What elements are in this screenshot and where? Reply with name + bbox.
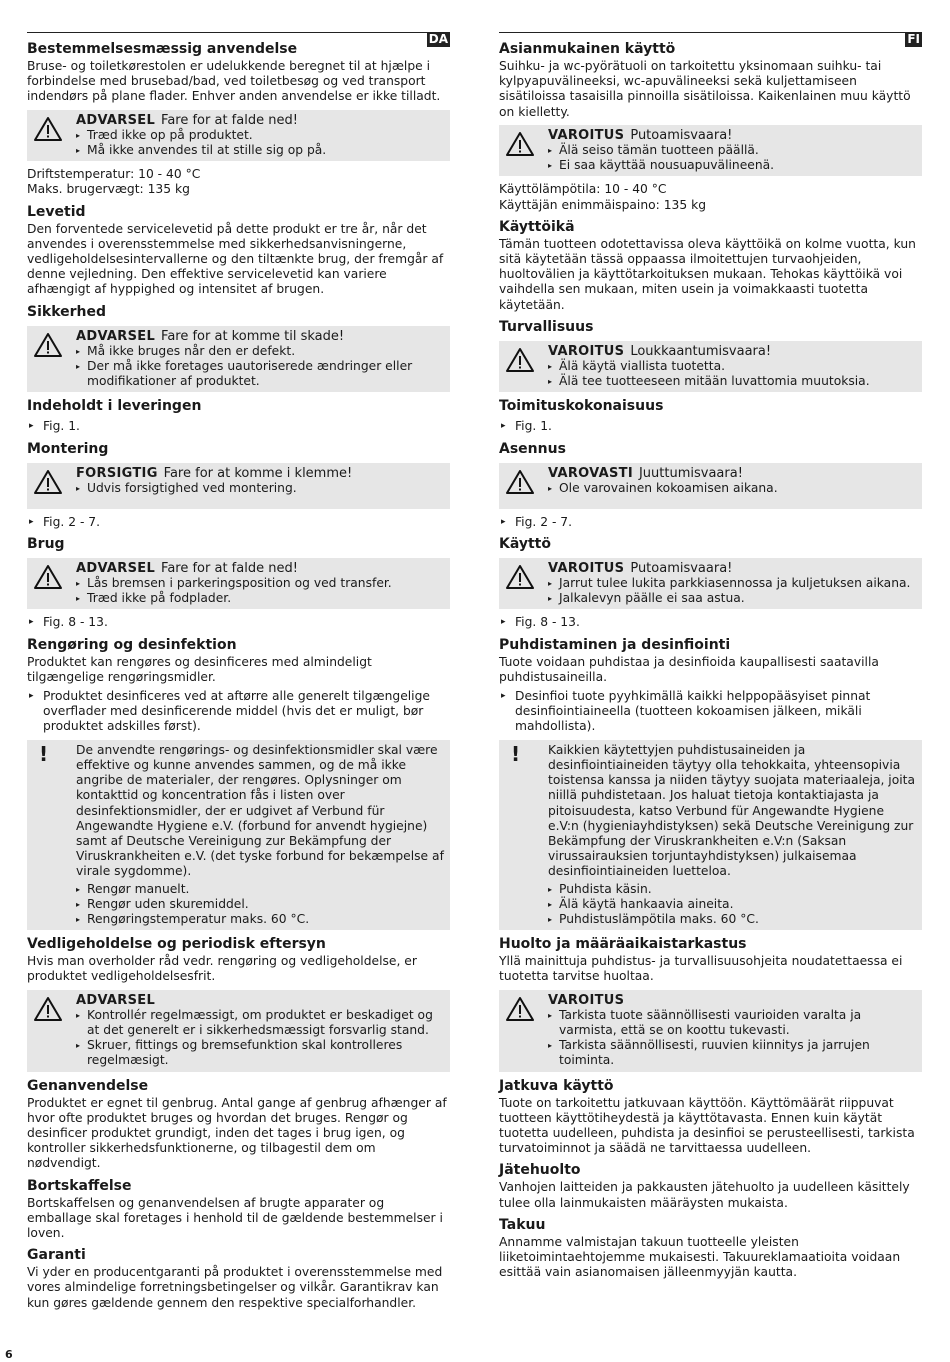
warning-triangle-icon xyxy=(505,469,535,495)
note-item: ▸ Älä käytä hankaavia aineita. xyxy=(548,897,916,912)
warning-heading: VAROITUS xyxy=(548,343,625,359)
note-item: ▸ Puhdistuslämpötila maks. 60 °C. xyxy=(548,912,916,927)
warning-subheading: Juuttumisvaara! xyxy=(638,465,743,481)
warning-heading: ADVARSEL xyxy=(76,112,156,128)
danish-column xyxy=(27,32,450,1313)
list-item: ▸ Produktet desinficeres ved at aftørre alle generelt tilgængelige overflader med desinficerende middel (hvis det er muligt, bør produktet adskilles først). xyxy=(27,689,450,735)
exclamation-icon: ! xyxy=(39,741,49,766)
warning-subheading: Fare for at komme til skade! xyxy=(161,328,345,344)
section-title: Käyttöikä xyxy=(499,218,575,235)
paragraph: Suihku- ja wc-pyörätuoli on tarkoitettu yksinomaan suihku- tai kylpyapuvälineeksi, wc-apuvälineeksi sekä kuljettamiseen sisätiloissa tasaisilla pinnoilla sisätiloissa. Kaikenlainen muu käyttö on kielletty. xyxy=(499,59,911,119)
paragraph: Yllä mainittuja puhdistus- ja turvallisuusohjeita noudatettaessa ei tuotetta tarvitse huoltaa. xyxy=(499,954,903,984)
paragraph: Bortskaffelsen og genanvendelsen af brugte apparater og emballage skal foretages i henhold til de gældende bestemmelser i loven. xyxy=(27,1195,443,1240)
warning-item: ▸ Må ikke bruges når den er defekt. xyxy=(76,344,444,359)
section-title: Jätehuolto xyxy=(499,1162,581,1179)
warning-subheading: Fare for at falde ned! xyxy=(161,112,298,128)
section-title: Sikkerhed xyxy=(27,303,107,320)
warning-item: ▸ Træd ikke op på produktet. xyxy=(76,128,444,143)
paragraph: Vi yder en producentgaranti på produktet i overensstemmelse med vores almindelige forretningsbetingelser og vilkår. Garantikrav kan kun gøres gældende gennem den respektive specialforhandler. xyxy=(27,1265,443,1310)
paragraph: Tuote voidaan puhdistaa ja desinfioida kaupallisesti saatavilla puhdistusaineilla. xyxy=(499,654,879,684)
note-item: ▸ Rengøringstemperatur maks. 60 °C. xyxy=(76,912,444,927)
warning-item: ▸ Lås bremsen i parkeringsposition og ved transfer. xyxy=(76,576,444,591)
list-item: ▸ Fig. 2 - 7. xyxy=(27,515,450,530)
section-title: Bortskaffelse xyxy=(27,1177,132,1194)
warning-item: ▸ Älä käytä viallista tuotetta. xyxy=(548,359,916,374)
section-title: Levetid xyxy=(27,203,86,220)
section-title: Vedligeholdelse og periodisk eftersyn xyxy=(27,936,326,953)
note-text: Kaikkien käytettyjen puhdistusaineiden ja desinfiointiaineiden täytyy olla tehokkaita, yhteensopivia toistensa kanssa ja niiden täytyy suojata materiaaleja, joita niillä puhdistetaan. Jos haluat tietoja kontaktiajasta ja pitoisuudesta, katso Verbund für Angewandte Hygiene e.V:n (hygieniayhdistyksen) sekä Deutsche Vereinigung zur Bekämpfung der Viruskrankheiten e.V:n (Saksan virussairauksien torjuntayhdistyksen) julkaisemaa desinfiointiaineiden luetteloa. xyxy=(548,742,916,879)
warning-item: ▸ Älä seiso tämän tuotteen päällä. xyxy=(548,143,916,158)
note-box xyxy=(27,740,450,930)
warning-heading: VAROVASTI xyxy=(548,465,633,481)
warning-subheading: Fare for at falde ned! xyxy=(161,560,298,576)
warning-triangle-icon xyxy=(33,564,63,590)
list-item: ▸ Fig. 1. xyxy=(27,419,450,434)
warning-triangle-icon xyxy=(33,996,63,1022)
paragraph: Tuote on tarkoitettu jatkuvaan käyttöön. Käyttömäärät riippuvat tuotteen käyttötiheydestä ja käyttötavasta. Ennen kuin käytät tuotetta uudelleen, puhdista ja desinfioi se perusteellisesti, tarkista turvatoiminnot ja säädä ne tarvittaessa uudelleen. xyxy=(499,1095,915,1156)
warning-heading: FORSIGTIG xyxy=(76,465,158,481)
section-title: Puhdistaminen ja desinfiointi xyxy=(499,636,731,653)
warning-triangle-icon xyxy=(33,332,63,358)
warning-item: ▸ Jarrut tulee lukita parkkiasennossa ja kuljetuksen aikana. xyxy=(548,576,916,591)
paragraph: Hvis man overholder råd vedr. rengøring og vedligeholdelse, er produktet vedligeholdelsesfrit. xyxy=(27,954,417,984)
warning-triangle-icon xyxy=(505,131,535,157)
caution-box xyxy=(27,463,450,509)
operating-temperature: Driftstemperatur: 10 - 40 °C xyxy=(27,167,201,182)
warning-item: ▸ Ei saa käyttää nousuapuvälineenä. xyxy=(548,158,916,173)
list-item: ▸ Fig. 8 - 13. xyxy=(27,615,450,630)
section-title: Asennus xyxy=(499,440,566,457)
list-item: ▸ Fig. 2 - 7. xyxy=(499,515,922,530)
warning-item: ▸ Træd ikke på fodplader. xyxy=(76,591,444,606)
header-rule xyxy=(27,32,450,46)
warning-triangle-icon xyxy=(505,564,535,590)
warning-box xyxy=(27,990,450,1072)
caution-box xyxy=(499,463,922,509)
warning-triangle-icon xyxy=(505,347,535,373)
operating-temperature: Käyttölämpötila: 10 - 40 °C xyxy=(499,182,667,197)
section-title: Indeholdt i leveringen xyxy=(27,398,202,415)
section-title: Rengøring og desinfektion xyxy=(27,636,237,653)
section-title: Brug xyxy=(27,535,65,552)
section-title: Jatkuva käyttö xyxy=(499,1077,614,1094)
warning-item: ▸ Må ikke anvendes til at stille sig op på. xyxy=(76,143,444,158)
warning-heading: ADVARSEL xyxy=(76,560,156,576)
finnish-column xyxy=(499,32,922,1282)
warning-subheading: Putoamisvaara! xyxy=(630,127,733,143)
note-item: ▸ Puhdista käsin. xyxy=(548,882,916,897)
warning-item: ▸ Älä tee tuotteeseen mitään luvattomia muutoksia. xyxy=(548,374,916,389)
page-number: 6 xyxy=(5,1348,13,1361)
max-user-weight: Käyttäjän enimmäispaino: 135 kg xyxy=(499,197,707,212)
warning-box xyxy=(499,341,922,393)
warning-triangle-icon xyxy=(33,116,63,142)
section-title: Garanti xyxy=(27,1247,86,1264)
section-title: Käyttö xyxy=(499,535,551,552)
section-title: Toimituskokonaisuus xyxy=(499,398,664,415)
warning-item: ▸ Tarkista tuote säännöllisesti vaurioiden varalta ja varmista, että se on koottu tukevasti. xyxy=(548,1008,916,1038)
section-title: Huolto ja määräaikaistarkastus xyxy=(499,936,747,953)
warning-item: ▸ Der må ikke foretages uautoriserede ændringer eller modifikationer af produktet. xyxy=(76,359,444,389)
warning-subheading: Loukkaantumisvaara! xyxy=(630,343,772,359)
note-text: De anvendte rengørings- og desinfektionsmidler skal være effektive og kunne anvendes sammen, og de må ikke angribe de materialer, der rengøres. Oplysninger om kontakttid og koncentration fås i listen over desinfektionsmidler, der er udgivet af Verbund für Angewandte Hygiene e.V. (forbund for anvendt hygiejne) samt af Deutsche Vereinigung zur Bekämpfung der Viruskrankheiten e.V. (det tyske forbund for bekæmpelse af virale sygdomme). xyxy=(76,742,444,879)
paragraph: Produktet er egnet til genbrug. Antal gange af genbrug afhænger af hvor ofte produktet bruges og hvordan det bruges. Rengør og desinficer produktet grundigt, inden det tages i brug igen, og kontroller sikkerhedsfunktionerne, og tilbagestil dem om nødvendigt. xyxy=(27,1095,447,1171)
paragraph: Den forventede servicelevetid på dette produkt er tre år, når det anvendes i overensstemmelse med sikkerhedsanvisningerne, vedligeholdelsesintervallerne og den tiltænkte brug, der fremgår af denne vejledning. Den effektive servicelevetid kan variere afhængigt af hyppighed og intensitet af brugen. xyxy=(27,221,444,297)
warning-heading: ADVARSEL xyxy=(76,992,156,1008)
section-title: Bestemmelsesmæssig anvendelse xyxy=(27,41,298,57)
paragraph: Vanhojen laitteiden ja pakkausten jätehuolto ja uudelleen käsittely tulee olla lainmukaisten määräysten mukaista. xyxy=(499,1180,910,1210)
section-title: Turvallisuus xyxy=(499,318,594,335)
warning-box xyxy=(499,125,922,177)
paragraph: Tämän tuotteen odotettavissa oleva käyttöikä on kolme vuotta, kun sitä käytetään tässä oppaassa ilmoitettujen turvaohjeiden, huoltovälien ja käyttötarkoituksen mukaan. Tehokas käyttöikä voi vaihdella sen mukaan, miten usein ja voimakkaasti tuotetta käytetään. xyxy=(499,236,916,312)
warning-item: ▸ Udvis forsigtighed ved montering. xyxy=(76,481,444,496)
paragraph: Annamme valmistajan takuun tuotteelle yleisten liiketoimintaehtojemme mukaisesti. Takuureklamaatioita voidaan esittää vain asianomaisen jälleenmyyjän kautta. xyxy=(499,1234,901,1280)
note-box xyxy=(499,740,922,930)
list-item: ▸ Fig. 1. xyxy=(499,419,922,434)
warning-item: ▸ Skruer, fittings og bremsefunktion skal kontrolleres regelmæsigt. xyxy=(76,1038,444,1068)
warning-heading: VAROITUS xyxy=(548,560,625,576)
warning-item: ▸ Kontrollér regelmæssigt, om produktet er beskadiget og at det generelt er i sikkerhedsmæssigt forsvarlig stand. xyxy=(76,1008,444,1038)
language-badge: DA xyxy=(428,32,448,46)
warning-box xyxy=(27,558,450,610)
section-title: Montering xyxy=(27,440,109,457)
warning-box xyxy=(27,110,450,162)
max-user-weight: Maks. brugervægt: 135 kg xyxy=(27,182,190,197)
note-item: ▸ Rengør manuelt. xyxy=(76,882,444,897)
warning-triangle-icon xyxy=(33,469,63,495)
note-item: ▸ Rengør uden skuremiddel. xyxy=(76,897,444,912)
warning-triangle-icon xyxy=(505,996,535,1022)
warning-subheading: Putoamisvaara! xyxy=(630,560,733,576)
warning-heading: ADVARSEL xyxy=(76,328,156,344)
section-title: Takuu xyxy=(499,1216,546,1233)
language-badge: FI xyxy=(907,32,920,46)
warning-box xyxy=(499,990,922,1072)
warning-box xyxy=(27,326,450,393)
list-item: ▸ Fig. 8 - 13. xyxy=(499,615,922,630)
section-title: Asianmukainen käyttö xyxy=(499,41,676,57)
warning-box xyxy=(499,558,922,610)
paragraph: Produktet kan rengøres og desinficeres med almindeligt tilgængelige rengøringsmidler. xyxy=(27,654,372,684)
warning-item: ▸ Tarkista säännöllisesti, ruuvien kiinnitys ja jarrujen toiminta. xyxy=(548,1038,916,1068)
warning-item: ▸ Jalkalevyn päälle ei saa astua. xyxy=(548,591,916,606)
list-item: ▸ Desinfioi tuote pyyhkimällä kaikki helppopääsyiset pinnat desinfiointiaineella (tuotteen kokoamisen jälkeen, mikäli mahdollista). xyxy=(499,689,922,735)
warning-heading: VAROITUS xyxy=(548,127,625,143)
section-title: Genanvendelse xyxy=(27,1077,149,1094)
header-rule xyxy=(499,32,922,46)
warning-heading: VAROITUS xyxy=(548,992,625,1008)
exclamation-icon: ! xyxy=(511,741,521,766)
warning-item: ▸ Ole varovainen kokoamisen aikana. xyxy=(548,481,916,496)
warning-subheading: Fare for at komme i klemme! xyxy=(163,465,353,481)
paragraph: Bruse- og toiletkørestolen er udelukkende beregnet til at hjælpe i forbindelse med brusebad/bad, ved toiletbesøg og ved transport indendørs på plane flader. Enhver anden anvendelse er ikke tilladt. xyxy=(27,59,441,104)
